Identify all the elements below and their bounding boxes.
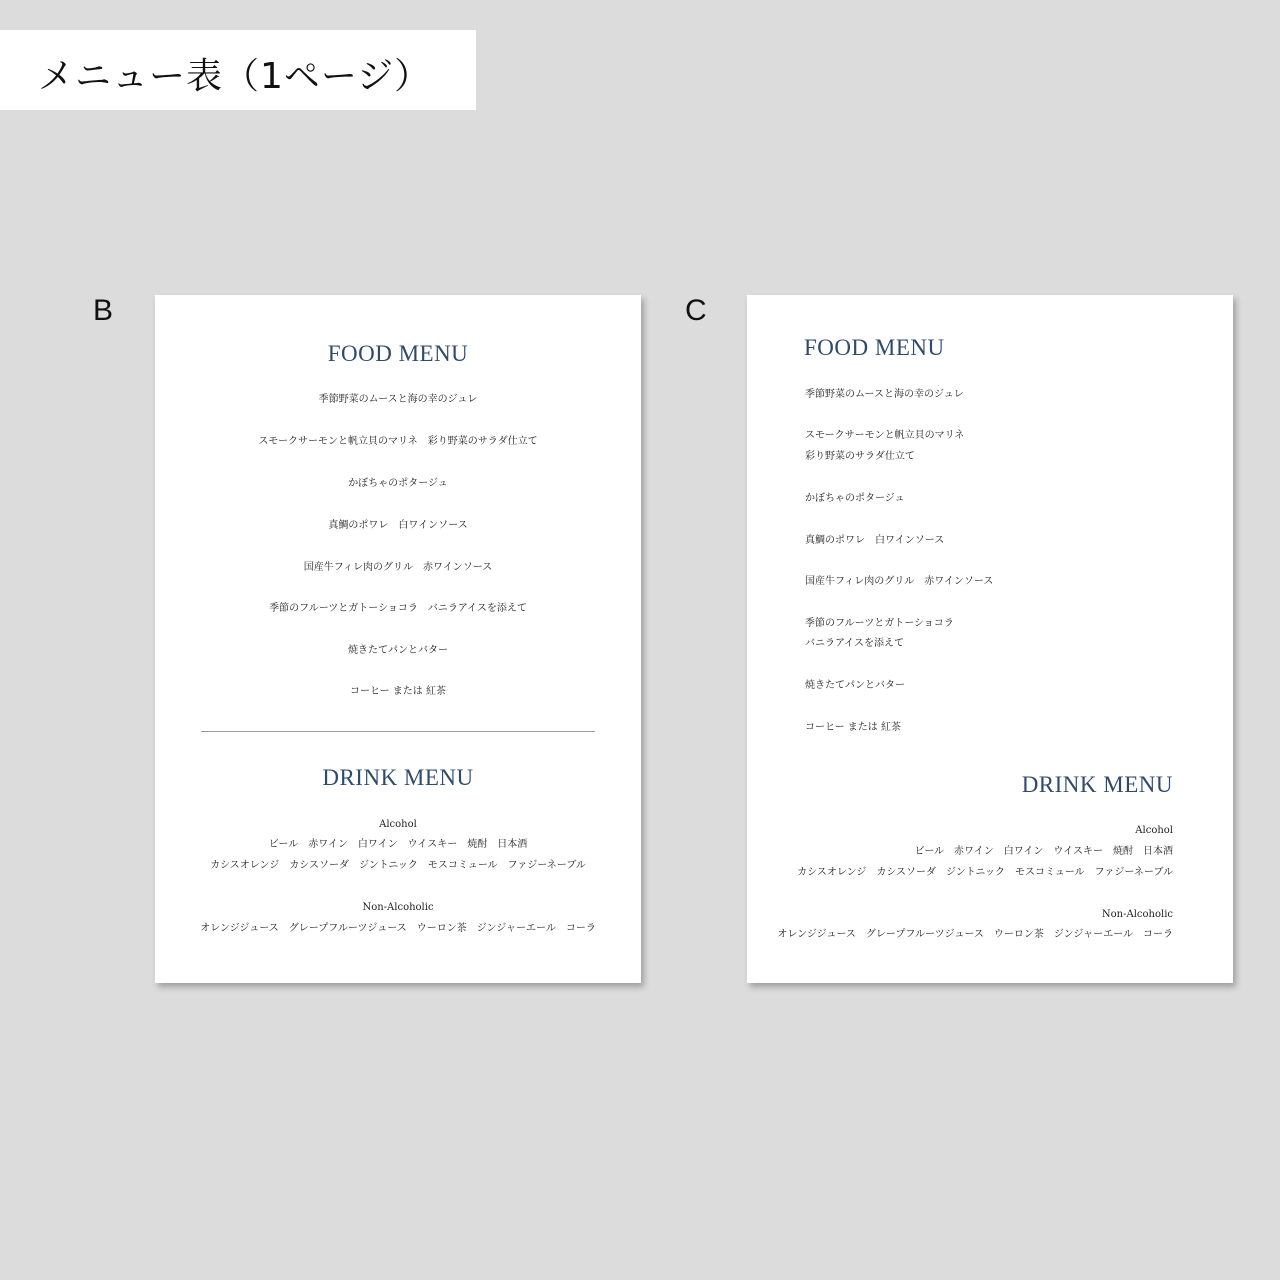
food-item: バニラアイスを添えて <box>805 638 904 649</box>
food-item: 季節のフルーツとガトーショコラ バニラアイスを添えて <box>269 603 527 614</box>
page-title-banner <box>0 30 476 110</box>
drink-menu-heading: DRINK MENU <box>1021 772 1173 797</box>
food-item: 季節野菜のムースと海の幸のジュレ <box>805 389 964 400</box>
alcohol-line: ビール 赤ワイン 白ワイン ウイスキー 焼酎 日本酒 <box>914 846 1173 857</box>
food-item: かぼちゃのポタージュ <box>805 493 905 504</box>
food-item: 季節のフルーツとガトーショコラ <box>805 618 954 629</box>
alcohol-label: Alcohol <box>1135 825 1173 836</box>
page-title: メニュー表（1ページ） <box>38 56 432 97</box>
food-item: スモークサーモンと帆立貝のマリネ <box>805 430 965 441</box>
food-item: かぼちゃのポタージュ <box>348 478 448 489</box>
alcohol-label: Alcohol <box>379 819 417 830</box>
non-alcohol-line: オレンジジュース グレープフルーツジュース ウーロン茶 ジンジャーエール コーラ <box>200 923 596 934</box>
alcohol-line: カシスオレンジ カシスソーダ ジントニック モスコミュール ファジーネーブル <box>210 860 586 871</box>
variant-label-b: B <box>93 294 114 327</box>
food-item: コーヒー または 紅茶 <box>350 686 446 697</box>
food-item: 真鯛のポワレ 白ワインソース <box>328 520 468 531</box>
food-item: 季節野菜のムースと海の幸のジュレ <box>318 394 478 405</box>
menu-card-b <box>155 295 641 983</box>
non-alcohol-label: Non-Alcoholic <box>1101 909 1173 920</box>
food-menu-heading: FOOD MENU <box>804 335 945 360</box>
food-item: 国産牛フィレ肉のグリル 赤ワインソース <box>805 576 994 587</box>
non-alcohol-label: Non-Alcoholic <box>362 902 434 913</box>
drink-menu-heading: DRINK MENU <box>322 765 474 790</box>
non-alcohol-line: オレンジジュース グレープフルーツジュース ウーロン茶 ジンジャーエール コーラ <box>777 929 1173 940</box>
menu-card-c <box>747 295 1233 983</box>
food-item: スモークサーモンと帆立貝のマリネ 彩り野菜のサラダ仕立て <box>258 436 538 447</box>
alcohol-line: カシスオレンジ カシスソーダ ジントニック モスコミュール ファジーネーブル <box>797 867 1173 878</box>
food-item: コーヒー または 紅茶 <box>805 722 901 733</box>
food-item: 彩り野菜のサラダ仕立て <box>805 451 915 462</box>
food-item: 焼きたてパンとバター <box>348 645 448 656</box>
food-item: 焼きたてパンとバター <box>805 680 905 691</box>
alcohol-line: ビール 赤ワイン 白ワイン ウイスキー 焼酎 日本酒 <box>268 839 528 850</box>
food-item: 真鯛のポワレ 白ワインソース <box>805 535 945 546</box>
variant-label-c: C <box>685 294 707 327</box>
food-menu-heading: FOOD MENU <box>327 341 469 366</box>
food-item: 国産牛フィレ肉のグリル 赤ワインソース <box>303 562 493 573</box>
section-divider <box>201 731 595 732</box>
